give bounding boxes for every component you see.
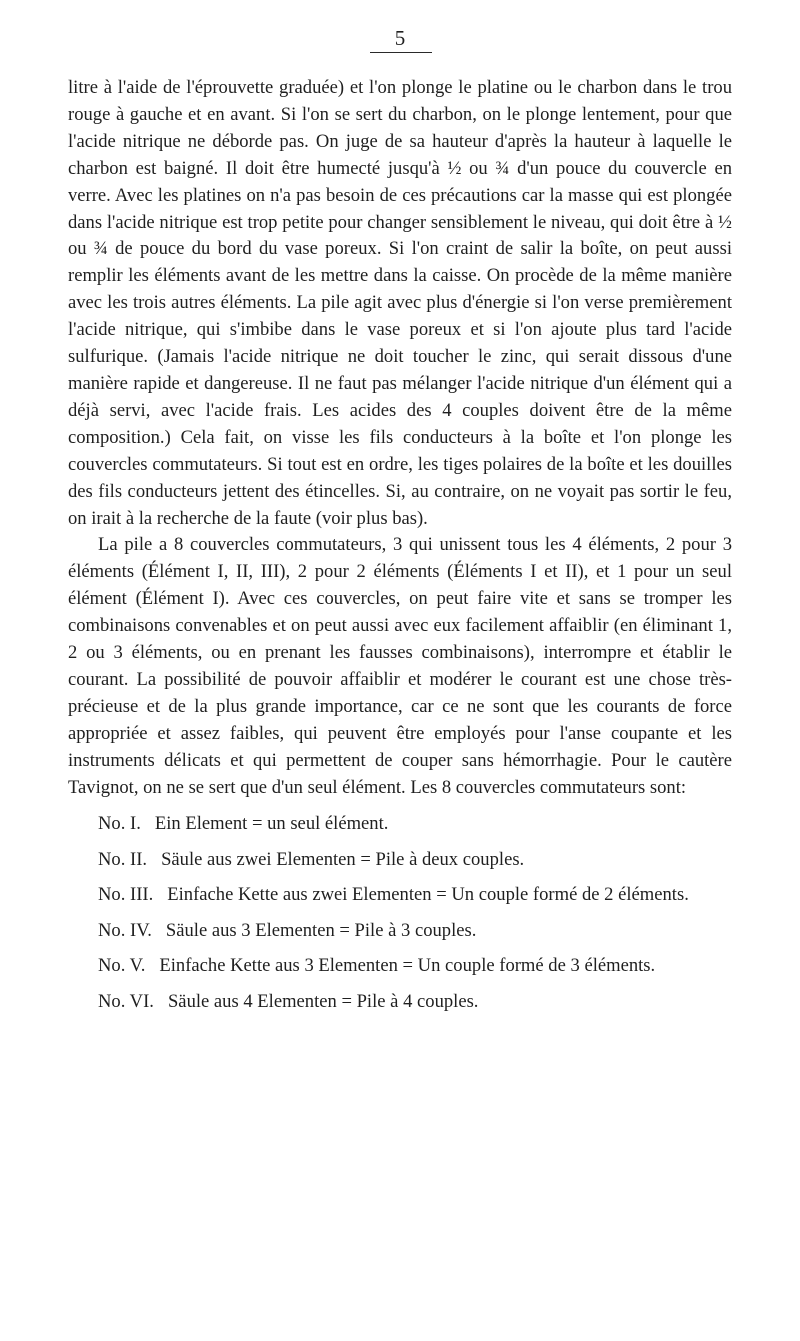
header-rule: [370, 52, 432, 53]
list-item-text: Säule aus 3 Elementen = Pile à 3 couples.: [165, 919, 477, 941]
list-item: [68, 847, 732, 874]
paragraph-2: La pile a 8 couvercles commutateurs, 3 qui unissent tous les 4 éléments, 2 pour 3 éléments (Élément I, II, III), 2 pour 2 éléments (Éléments I et II), et 1 pour un seul élément (Élément I). Avec ces couvercles, on peut faire vite et sans se tromper les combinaisons convenables et on peut aussi avec eux facilement affaiblir (en éliminant 1, 2 ou 3 éléments, ou en prenant les fausses combinaisons), interrompre et établir le courant. La possibilité de pouvoir affaiblir et modérer le courant est une chose très-précieuse et de la plus grande importance, car ce ne sont que les courants de force appropriée et assez faibles, qui peuvent être employés pour l'anse coupante et les instruments délicats et qui permettent de couper sans hémorrhagie. Pour le cautère Tavignot, on ne se sert que d'un seul élément. Les 8 couvercles commutateurs sont:: [68, 534, 732, 798]
page-number: 5: [394, 26, 406, 50]
list-item: [68, 918, 732, 945]
body-text: [68, 75, 732, 1024]
list-item-number: No. V.: [98, 955, 146, 977]
list-item-text: Säule aus zwei Elementen = Pile à deux couples.: [161, 848, 525, 870]
list-item-text: Ein Element = un seul élément.: [154, 813, 389, 835]
list-item-number: No. VI.: [98, 990, 154, 1012]
list-item-number: No. III.: [98, 884, 154, 906]
list-item-text: Einfache Kette aus 3 Elementen = Un couple formé de 3 éléments.: [159, 955, 656, 977]
list-item-number: No. II.: [98, 848, 148, 870]
list-item-number: No. IV.: [98, 919, 152, 941]
list-item: [68, 989, 732, 1016]
paragraph-1: litre à l'aide de l'éprouvette graduée) et l'on plonge le platine ou le charbon dans le trou rouge à gauche et en avant. Si l'on se sert du charbon, on le plonge lentement, pour que l'acide nitrique ne déborde pas. On juge de sa hauteur d'après la hauteur à laquelle le charbon est baigné. Il doit être humecté jusqu'à ½ ou ¾ d'un pouce du couvercle en verre. Avec les platines on n'a pas besoin de ces précautions car la masse qui est plongée dans l'acide nitrique est trop petite pour changer sensiblement le niveau, qui doit être à ½ ou ¾ de pouce du bord du vase poreux. Si l'on craint de salir la boîte, on peut aussi remplir les éléments avant de les mettre dans la caisse. On procède de la même manière avec les trois autres éléments. La pile agit avec plus d'énergie si l'on verse premièrement l'acide nitrique, qui s'imbibe dans le vase poreux et si l'on ajoute plus tard l'acide sulfurique. (Jamais l'acide nitrique ne doit toucher le zinc, qui serait dissous d'une manière rapide et dangereuse. Il ne faut pas mélanger l'acide nitrique d'un élément qui a déjà servi, avec l'acide frais. Les acides des 4 couples doivent être de la même composition.) Cela fait, on visse les fils conducteurs à la boîte et l'on plonge les couvercles commutateurs. Si tout est en ordre, les tiges polaires de la boîte et les douilles des fils conducteurs jettent des étincelles. Si, au contraire, on ne voyait pas sortir le feu, on irait à la recherche de la faute (voir plus bas).: [68, 77, 732, 529]
list-item: [68, 882, 732, 909]
list-item: [68, 811, 732, 838]
commutator-list: [68, 811, 732, 1015]
list-item-text: Säule aus 4 Elementen = Pile à 4 couples.: [167, 990, 479, 1012]
list-item-text: Einfache Kette aus zwei Elementen = Un couple formé de 2 éléments.: [167, 884, 689, 906]
list-item: [68, 953, 732, 980]
list-item-number: No. I.: [98, 813, 141, 835]
